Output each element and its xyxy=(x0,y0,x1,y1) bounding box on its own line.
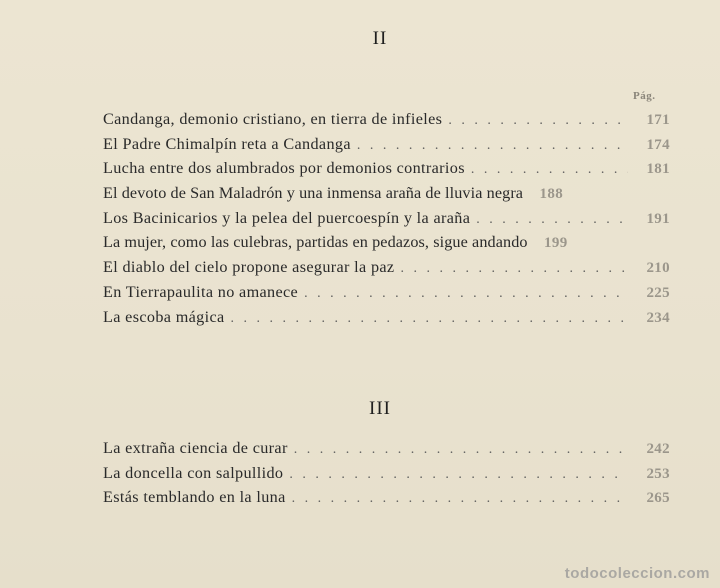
toc-entry xyxy=(103,439,670,464)
toc-list-section-iii xyxy=(103,439,670,513)
toc-entry-title: El Padre Chimalpín reta a Candanga xyxy=(103,134,351,153)
toc-entry-page: 210 xyxy=(646,260,670,277)
toc-entry-title: El devoto de San Maladrón y una inmensa araña de lluvia negra xyxy=(103,184,524,203)
toc-entry-page: 234 xyxy=(646,309,670,326)
toc-dot-leader xyxy=(292,491,628,507)
toc-entry-title: En Tierrapaulita no amanece xyxy=(103,282,299,301)
toc-entry-page: 253 xyxy=(646,465,670,482)
toc-entry xyxy=(103,308,670,333)
toc-entry-page: 265 xyxy=(646,490,670,507)
toc-dot-leader xyxy=(471,162,628,178)
watermark-domain: .com xyxy=(672,565,710,582)
toc-entry-page: 225 xyxy=(646,284,670,301)
watermark-logo xyxy=(565,565,710,582)
toc-entry xyxy=(103,258,670,283)
toc-entry xyxy=(103,135,670,160)
toc-entry-title: Candanga, demonio cristiano, en tierra de infieles xyxy=(103,110,443,128)
toc-entry-page: 188 xyxy=(539,186,564,203)
toc-entry xyxy=(103,110,670,135)
toc-dot-leader xyxy=(231,311,628,327)
toc-entry-title: Los Bacinicarios y la pelea del puercoespín y la araña xyxy=(103,208,471,227)
toc-entry-page: 181 xyxy=(646,161,670,178)
toc-entry xyxy=(103,209,670,234)
toc-entry-title: La mujer, como las culebras, partidas en pedazos, sigue andando xyxy=(103,233,528,252)
toc-dot-leader xyxy=(289,467,628,483)
toc-dot-leader xyxy=(400,261,628,277)
toc-entry xyxy=(103,464,670,489)
toc-dot-leader xyxy=(294,442,628,458)
section-heading-iii: III xyxy=(369,398,391,419)
toc-entry xyxy=(103,488,670,513)
toc-entry-title: El diablo del cielo propone asegurar la paz xyxy=(103,258,395,277)
toc-dot-leader xyxy=(476,212,628,228)
section-heading-ii: II xyxy=(372,28,388,49)
toc-entry-title: La doncella con salpullido xyxy=(103,463,284,482)
toc-entry-title: La escoba mágica xyxy=(103,307,225,326)
toc-entry-title: La extraña ciencia de curar xyxy=(103,439,288,457)
toc-entry-page: 174 xyxy=(646,136,670,153)
toc-entry xyxy=(103,283,670,308)
toc-entry-title: Estás temblando en la luna xyxy=(103,488,286,507)
toc-entry xyxy=(103,233,670,258)
toc-entry-page: 199 xyxy=(544,235,568,252)
toc-entry xyxy=(103,159,670,184)
toc-entry-title: Lucha entre dos alumbrados por demonios contrarios xyxy=(103,159,465,178)
toc-entry xyxy=(103,184,670,209)
toc-dot-leader xyxy=(448,113,628,129)
watermark-brand: todocoleccion xyxy=(564,565,673,582)
toc-dot-leader xyxy=(357,138,628,154)
toc-entry-page: 171 xyxy=(646,112,670,128)
toc-list-section-ii xyxy=(103,110,670,332)
toc-entry-page: 242 xyxy=(646,441,670,457)
toc-dot-leader xyxy=(304,286,628,302)
page-column-header: Pág. xyxy=(633,90,656,102)
toc-entry-page: 191 xyxy=(646,210,670,227)
